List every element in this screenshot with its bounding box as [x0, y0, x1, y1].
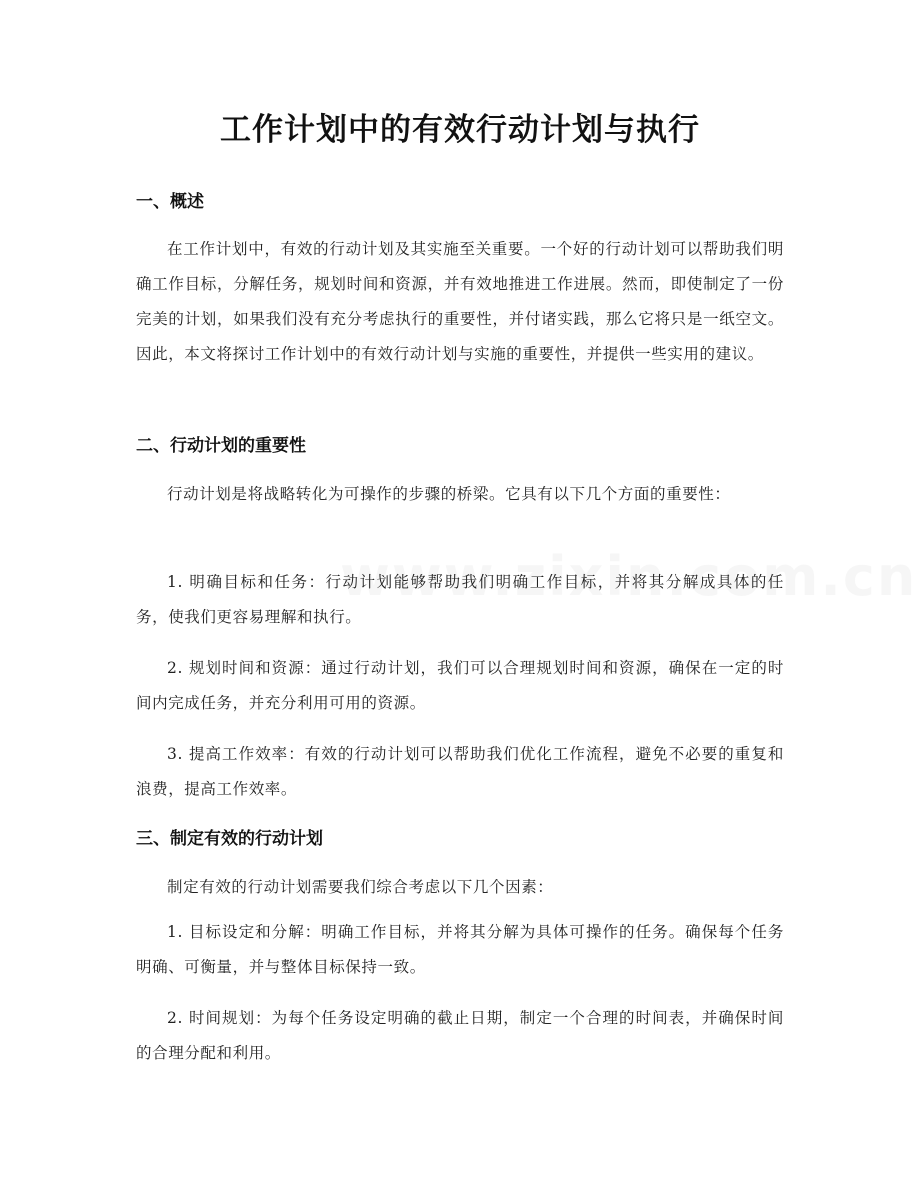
document-title: 工作计划中的有效行动计划与执行	[220, 112, 700, 148]
section-formulate-item-2: 2. 时间规划：为每个任务设定明确的截止日期，制定一个合理的时间表，并确保时间的合理分配和利用。	[136, 1009, 784, 1062]
section-importance-item-2: 2. 规划时间和资源：通过行动计划，我们可以合理规划时间和资源，确保在一定的时间内完成任务，并充分利用可用的资源。	[136, 659, 784, 712]
section-heading-overview: 一、概述	[136, 192, 204, 212]
section-heading-formulate: 三、制定有效的行动计划	[136, 829, 323, 849]
section-importance-item-3: 3. 提高工作效率：有效的行动计划可以帮助我们优化工作流程，避免不必要的重复和浪费，提高工作效率。	[136, 745, 784, 798]
section-overview-paragraph-1: 在工作计划中，有效的行动计划及其实施至关重要。一个好的行动计划可以帮助我们明确工作目标，分解任务，规划时间和资源，并有效地推进工作进展。然而，即使制定了一份完美的计划，如果我们没有充分考虑执行的重要性，并付诸实践，那么它将只是一纸空文。因此，本文将探讨工作计划中的有效行动计划与实施的重要性，并提供一些实用的建议。	[136, 240, 784, 363]
section-formulate-paragraph-1: 制定有效的行动计划需要我们综合考虑以下几个因素：	[167, 878, 554, 896]
section-importance-item-1: 1. 明确目标和任务：行动计划能够帮助我们明确工作目标，并将其分解成具体的任务，使我们更容易理解和执行。	[136, 573, 784, 626]
section-importance-paragraph-1: 行动计划是将战略转化为可操作的步骤的桥梁。它具有以下几个方面的重要性：	[167, 485, 731, 503]
section-formulate-item-1: 1. 目标设定和分解：明确工作目标，并将其分解为具体可操作的任务。确保每个任务明确、可衡量，并与整体目标保持一致。	[136, 923, 784, 976]
section-heading-importance: 二、行动计划的重要性	[136, 436, 306, 456]
